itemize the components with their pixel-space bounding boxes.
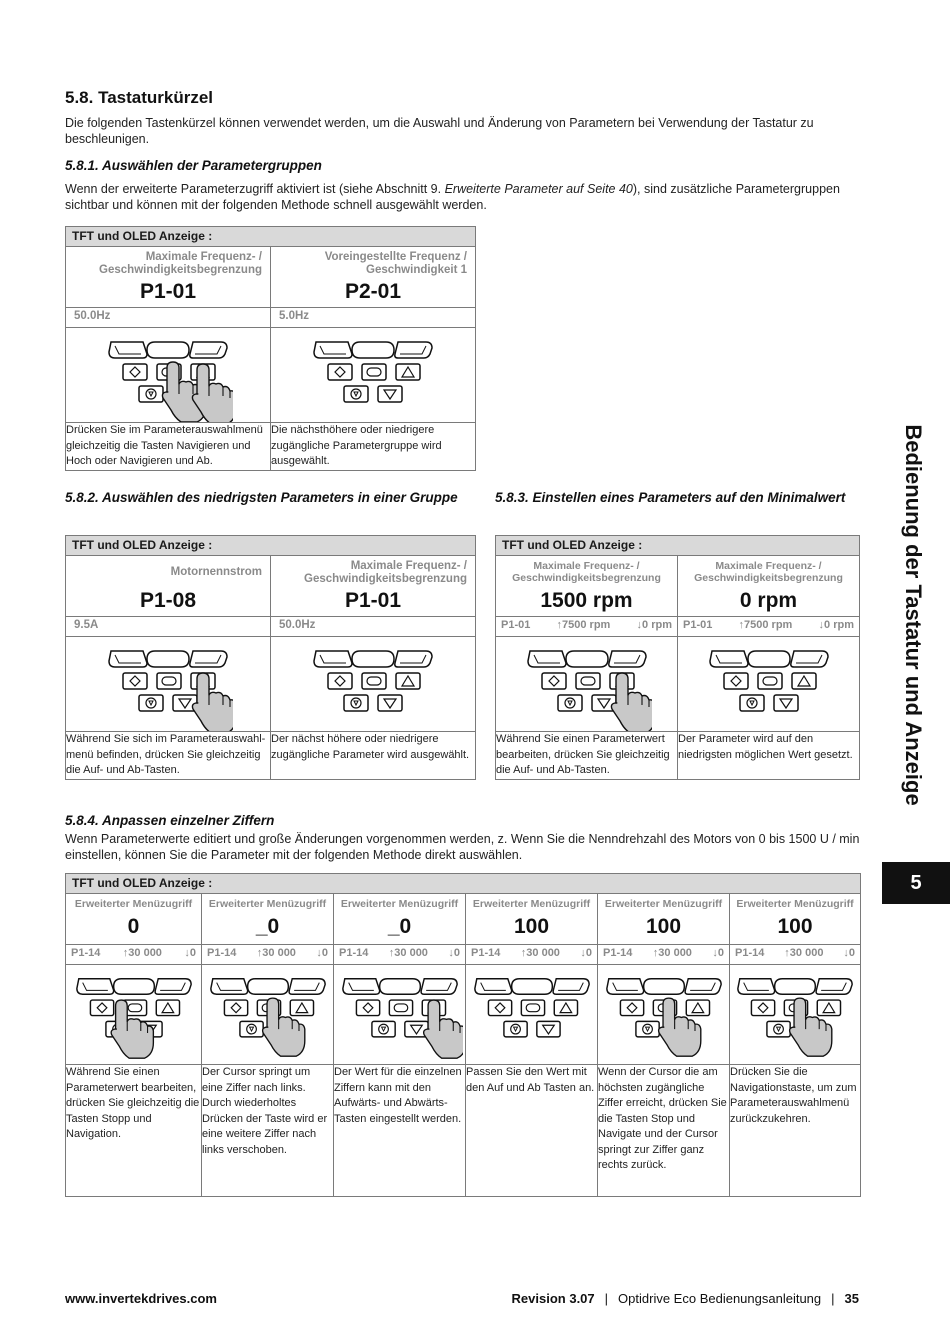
subsection-5-8-2-title: 5.8.2. Auswählen des niedrigsten Parameters in einer Gruppe (65, 490, 458, 505)
display-label: Erweiterter Menüzugriff (472, 898, 591, 910)
display-cell (496, 556, 678, 617)
display-label: Maximale Frequenz- / Geschwindigkeitsbegrenzung (694, 560, 843, 584)
footer-info (512, 1291, 859, 1306)
display-cell (202, 894, 334, 945)
display-value: 1500 rpm (540, 589, 633, 612)
display-cell (466, 894, 598, 945)
display-status: P1-14 ↑30 000 ↓0 (339, 947, 460, 959)
display-value: 0 (127, 915, 140, 938)
subsection-5-8-4-title: 5.8.4. Anpassen einzelner Ziffern (65, 813, 275, 828)
chapter-number-badge: 5 (882, 862, 950, 904)
keypad-cell (334, 965, 466, 1065)
display-cell (66, 556, 271, 617)
keypad-icon (601, 971, 727, 1063)
subsection-5-8-1-title: 5.8.1. Auswählen der Parametergruppen (65, 158, 322, 173)
display-value: P2-01 (344, 280, 402, 303)
keypad-icon (103, 334, 233, 422)
display-status: P1-01 ↑7500 rpm ↓0 rpm (683, 619, 854, 631)
table-5-8-1 (65, 226, 476, 471)
subsection-5-8-3-title: 5.8.3. Einstellen eines Parameters auf den Minimalwert (495, 490, 846, 505)
table-5-8-4 (65, 873, 861, 1197)
display-label: Maximale Frequenz- / Geschwindigkeitsbegrenzung (512, 560, 661, 584)
display-label: Maximale Frequenz- / Geschwindigkeitsbegrenzung (99, 251, 262, 276)
display-value: 0 rpm (739, 589, 798, 612)
keypad-icon (704, 643, 834, 731)
keypad-cell (730, 965, 861, 1065)
keypad-icon (308, 643, 438, 731)
table-header: TFT und OLED Anzeige : (66, 227, 476, 247)
description: Während Sie einen Parameterwert bearbeiten, drücken Sie gleichzeitig die Auf- und Ab-Tasten. (496, 732, 678, 780)
display-value: P1-01 (344, 589, 402, 612)
footer-manual-title: Optidrive Eco Bedienungsanleitung (618, 1291, 822, 1306)
chapter-side-tab (875, 385, 950, 845)
keypad-cell (496, 637, 678, 732)
display-cell (271, 556, 476, 617)
display-label: Erweiterter Menüzugriff (74, 898, 193, 910)
display-status: P1-14 ↑30 000 ↓0 (207, 947, 328, 959)
description: Drücken Sie im Parameterauswahlmenü gleichzeitig die Tasten Navigieren und Hoch oder Navigieren und Ab. (66, 423, 271, 471)
pointing-hand-icon (611, 673, 652, 731)
keypad-icon (337, 971, 463, 1063)
keypad-icon (469, 971, 595, 1063)
keypad-cell (66, 328, 271, 423)
description: Während Sie einen Parameterwert bearbeiten, drücken Sie gleichzeitig die Tasten Stopp und Navigation. (66, 1065, 202, 1197)
footer-separator: | (604, 1291, 609, 1306)
display-label: Voreingestellte Frequenz / Geschwindigkeit 1 (324, 251, 467, 276)
display-label: Erweiterter Menüzugriff (736, 898, 854, 910)
display-value: 100 (777, 915, 813, 938)
keypad-cell (66, 965, 202, 1065)
chapter-side-tab-text: Bedienung der Tastatur und Anzeige (900, 424, 926, 806)
description: Die nächsthöhere oder niedrigere zugängliche Parametergruppe wird ausgewählt. (271, 423, 476, 471)
display-status: P1-14 ↑30 000 ↓0 (603, 947, 724, 959)
keypad-cell (66, 637, 271, 732)
footer-page-number: 35 (844, 1291, 859, 1306)
display-label: Maximale Frequenz- / Geschwindigkeitsbegrenzung (304, 560, 467, 585)
display-status: P1-14 ↑30 000 ↓0 (735, 947, 856, 959)
display-value: 100 (645, 915, 682, 938)
keypad-icon (732, 971, 858, 1063)
pointing-hand-icon (192, 673, 233, 731)
section-title: 5.8. Tastaturkürzel (65, 88, 214, 107)
keypad-cell (598, 965, 730, 1065)
pointing-hand-icon (262, 998, 304, 1056)
pointing-hand-icon (790, 998, 832, 1056)
table-5-8-3 (495, 535, 860, 780)
description: Der Parameter wird auf den niedrigsten möglichen Wert gesetzt. (678, 732, 860, 780)
keypad-cell (678, 637, 860, 732)
keypad-icon (71, 971, 197, 1063)
display-value: P1-08 (139, 589, 197, 612)
display-label: Erweiterter Menüzugriff (340, 898, 459, 910)
display-label: Motornennstrom (170, 566, 262, 578)
keypad-cell (271, 637, 476, 732)
footer-separator: | (831, 1291, 835, 1306)
display-cell (66, 247, 271, 308)
display-cell (730, 894, 861, 945)
display-label: Erweiterter Menüzugriff (604, 898, 723, 910)
description: Der Wert für die einzelnen Ziffern kann mit den Aufwärts- und Abwärts-Tasten eingestellt werden. (334, 1065, 466, 1197)
table-header: TFT und OLED Anzeige : (66, 536, 476, 556)
display-value: 100 (513, 915, 550, 938)
table-header: TFT und OLED Anzeige : (496, 536, 860, 556)
pointing-hand-icon (423, 1000, 462, 1058)
display-status: P1-01 ↑7500 rpm ↓0 rpm (501, 619, 672, 631)
display-label: Erweiterter Menüzugriff (208, 898, 327, 910)
description: Der nächst höhere oder niedrigere zugängliche Parameter wird ausgewählt. (271, 732, 476, 780)
keypad-icon (308, 334, 438, 422)
description: Während Sie sich im Parameterauswahl-menü befinden, drücken Sie gleichzeitig die Auf- und Ab-Tasten. (66, 732, 271, 780)
display-cell (678, 556, 860, 617)
pointing-hand-icon (658, 998, 700, 1056)
keypad-cell (202, 965, 334, 1065)
description: Passen Sie den Wert mit den Auf und Ab Tasten an. (466, 1065, 598, 1197)
display-status: 50.0Hz (74, 310, 111, 322)
display-value: P1-01 (139, 280, 197, 303)
table-5-8-2 (65, 535, 476, 780)
keypad-cell (271, 328, 476, 423)
footer-revision: Revision 3.07 (511, 1291, 595, 1306)
display-cell (334, 894, 466, 945)
footer-website[interactable]: www.invertekdrives.com (65, 1291, 217, 1306)
display-status: 5.0Hz (279, 310, 310, 322)
table-header: TFT und OLED Anzeige : (66, 874, 861, 894)
keypad-icon (205, 971, 331, 1063)
description: Wenn der Cursor die am höchsten zugängliche Ziffer erreicht, drücken Sie die Tasten Stop und Navigate und der Cursor springt zur Ziffer ganz rechts zurück. (598, 1065, 730, 1197)
description: Der Cursor springt um eine Ziffer nach links. Durch wiederholtes Drücken der Taste wird er eine weitere Ziffer nach links verschoben. (202, 1065, 334, 1197)
section-intro: Die folgenden Tastenkürzel können verwendet werden, um die Auswahl und Änderung von Parametern bei Verwendung der Tastatur zu beschleunigen. (65, 116, 814, 146)
subsection-5-8-4-text: Wenn Parameterwerte editiert und große Änderungen vorgenommen werden, z. Wenn Sie die Nenndrehzahl des Motors von 0 bis 1500 U / min einstellen, können Sie die Parameter mit der folgenden Methode direkt auswählen. (65, 832, 860, 862)
keypad-icon (103, 643, 233, 731)
display-value: _0 (387, 915, 412, 938)
display-status: 9.5A (74, 619, 99, 631)
subsection-5-8-1-text: Wenn der erweiterte Parameterzugriff aktiviert ist (siehe Abschnitt 9. Erweiterte Parameter auf Seite 40), sind zusätzliche Parametergruppen sichtbar und können mit der folgenden Methode schnell ausgewählt werden. (65, 182, 840, 212)
display-cell (66, 894, 202, 945)
display-cell (598, 894, 730, 945)
description: Drücken Sie die Navigationstaste, um zum Parameterauswahlmenü zurückzukehren. (730, 1065, 861, 1197)
display-status: 50.0Hz (279, 619, 316, 631)
keypad-cell (466, 965, 598, 1065)
display-cell (271, 247, 476, 308)
display-status: P1-14 ↑30 000 ↓0 (71, 947, 196, 959)
keypad-icon (522, 643, 652, 731)
display-status: P1-14 ↑30 000 ↓0 (471, 947, 592, 959)
display-value: _0 (255, 915, 280, 938)
